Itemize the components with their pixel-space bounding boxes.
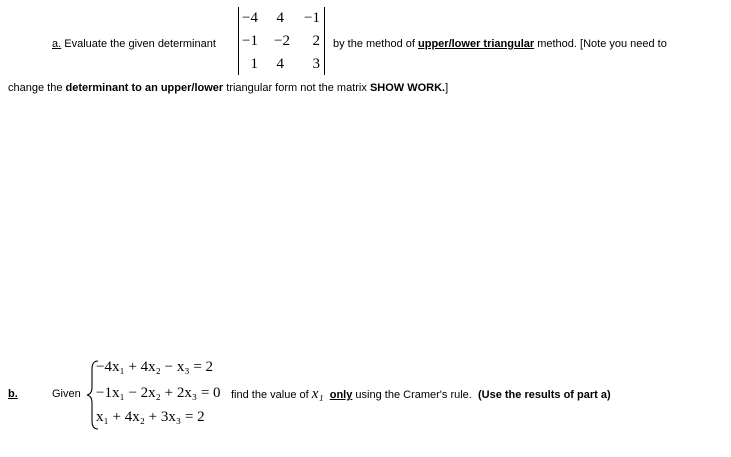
part-a-after-method: method. [Note you need to bbox=[537, 38, 667, 50]
part-a-label: a. bbox=[52, 38, 62, 50]
part-a-line2-end: ] bbox=[445, 82, 449, 94]
equation-3: x₁ + 4x₂ + 3x₃ = 2 bbox=[96, 409, 205, 425]
part-b-only: only bbox=[329, 389, 353, 401]
part-a-line-1 bbox=[52, 37, 216, 51]
determinant bbox=[238, 6, 326, 76]
part-a-line2-mid: triangular form not the matrix bbox=[226, 82, 367, 94]
part-a-after-det: by the method of bbox=[333, 38, 415, 50]
det-cell: −1 bbox=[242, 33, 258, 49]
part-a-line2-bold: determinant to an upper/lower bbox=[65, 82, 224, 94]
part-a-line2-start: change the bbox=[8, 82, 63, 94]
det-cell: −1 bbox=[304, 10, 320, 26]
part-b-given: Given bbox=[52, 388, 81, 400]
part-b-note: (Use the results of part a) bbox=[477, 389, 611, 401]
part-b-using: using the Cramer's rule. bbox=[355, 389, 472, 401]
part-b-label: b. bbox=[8, 388, 18, 400]
part-b-instruction bbox=[231, 387, 611, 402]
det-cell: 2 bbox=[312, 33, 320, 49]
determinant-right-bar bbox=[324, 7, 325, 75]
equation-1: −4x₁ + 4x₂ − x₃ = 2 bbox=[96, 359, 214, 375]
det-cell: −4 bbox=[242, 10, 258, 26]
det-cell: 4 bbox=[276, 56, 284, 72]
part-a-intro: Evaluate the given determinant bbox=[64, 38, 216, 50]
det-cell: −2 bbox=[274, 33, 290, 49]
part-a-line-1-continued bbox=[333, 37, 667, 51]
part-a-line-2 bbox=[8, 81, 448, 95]
part-a-line2-bold2: SHOW WORK. bbox=[369, 82, 446, 94]
equation-2: −1x₁ − 2x₂ + 2x₃ = 0 bbox=[96, 385, 221, 401]
det-cell: 4 bbox=[276, 10, 284, 26]
part-b-find-text: find the value of bbox=[231, 389, 309, 401]
part-a-method: upper/lower triangular bbox=[418, 38, 535, 50]
det-cell: 3 bbox=[312, 56, 320, 72]
det-cell: 1 bbox=[250, 56, 258, 72]
part-b-variable: x₁ bbox=[311, 386, 324, 402]
